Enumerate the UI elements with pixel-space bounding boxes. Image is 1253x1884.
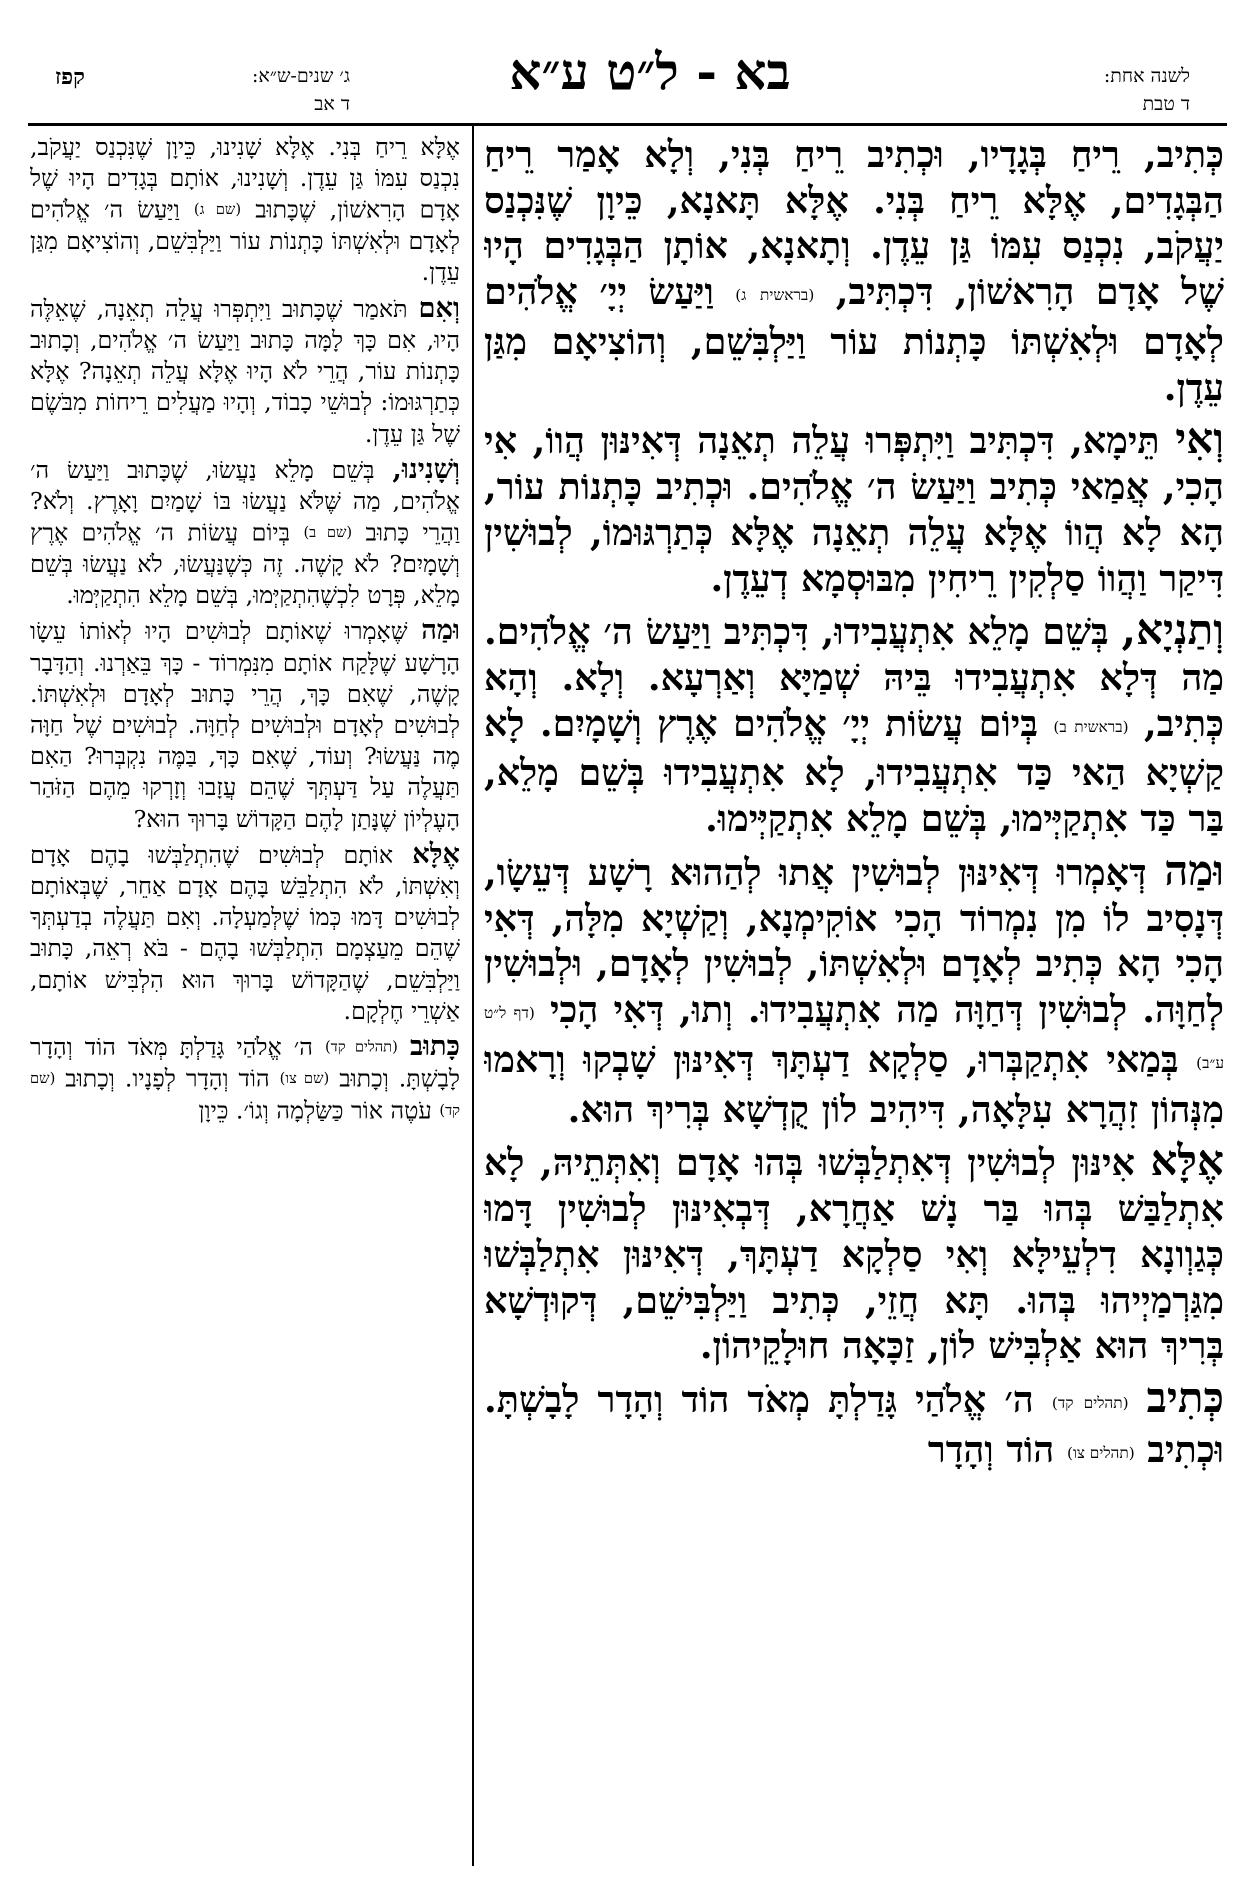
side-paragraph-3: וְשָׁנִינוּ, בְּשֵׁם מָלֵא נַעֲשׂוּ, שֶׁכָּתוּב וַיַּעַשׂ ה׳ אֱלֹהִים, מַה שֶּׁלֹּא נַעֲשׂוּ בּוֹ שָׁמַיִם וָאָרֶץ. וְלֹא? וַהֲרֵי כָּתוּב (שם ב) בְּיוֹם עֲשׂוֹת ה׳ אֱלֹהִים אֶרֶץ וְשָׁמָיִם? לֹא קָשֶׁה. זֶה כְּשֶׁנַּעֲשׂוּ, לֹא נַעֲשׂוּ בְּשֵׁם מָלֵא, פְּרָט לִכְשֶׁהִתְקַיְּמוּ, בְּשֵׁם מָלֵא הִתְקַיְּמוּ. — [30, 452, 460, 610]
paragraph-lead-word: וְשָׁנִינוּ, — [392, 452, 460, 485]
verse-reference: (בראשית ג) — [735, 286, 815, 305]
side-paragraph-2: וְאִם תֹּאמַר שֶׁכָּתוּב וַיִּתְפְּרוּ עֲלֵה תְאֵנָה, שֶׁאֵלֶּה הָיוּ, אִם כָּךְ לָמָּה כָּתוּב וַיַּעַשׂ ה׳ אֱלֹהִים, וְכָתוּב כָּתְנוֹת עוֹר, הֲרֵי לֹא הָיוּ אֶלָּא עֲלֵה תְאֵנָה? אֶלָּא כְּתַרְגּוּמוֹ: לְבוּשֵׁי כָבוֹד, וְהָיוּ מַעֲלִים רֵיחוֹת מִבֹּשֶׂם שֶׁל גַּן עֵדֶן. — [30, 291, 460, 448]
paragraph-lead-word: וְאִי — [1175, 414, 1224, 464]
page-title: בא - ל״ט ע״א — [509, 42, 791, 101]
main-paragraph-4: וּמַה דְּאָמְרוּ דְּאִינּוּן לְבוּשִׁין אֲתוּ לְהַהוּא רָשָׁע דְּעֵשָׂו, דְּנָסִיב לוֹ מִן נִמְרוֹד הָכִי אוֹקִימְנָא, וְקַשְׁיָא מִלָּה, דְּאִי הָכִי הָא כְּתִיב לְאָדָם וּלְאִשְׁתּוֹ, לְבוּשִׁין לְאָדָם, וּלְבוּשִׁין לְחַוָּה. לְבוּשִׁין דְּחַוָּה מַה אִתְעֲבִידוּ. וְתוּ, דְּאִי הָכִי (דף ל״ט ע״ב) בְּמַאי אִתְקַבְּרוּ, סַלְקָא דַעְתָּךְ דְּאִינּוּן שָׁבְקוּ וְרָאמוּ מִנְּהוֹן זִהֲרָא עִלָּאָה, דִּיהִיב לוֹן קֻדְשָׁא בְּרִיךְ הוּא. — [484, 845, 1224, 1131]
main-paragraph-6: כְּתִיב (תהלים קד) ה׳ אֱלֹהַי גָּדַלְתָּ מְאֹד הוֹד וְהָדָר לָבָשְׁתָּ. וּכְתִיב (תהלים צו) הוֹד וְהָדָר — [484, 1372, 1224, 1471]
paragraph-lead-word: וּמַה — [1164, 845, 1224, 895]
paragraph-lead-word: וְתַנְיָא, — [1121, 605, 1224, 655]
three-year-cycle-date: ד אב — [314, 93, 350, 115]
verse-reference: (שם צו) — [279, 1070, 330, 1088]
paragraph-lead-word: וּמַה — [421, 614, 460, 647]
main-paragraph-3: וְתַנְיָא, בְּשֵׁם מָלֵא אִתְעֲבִידוּ, דִּכְתִּיב וַיַּעַשׂ ה׳ אֱלֹהִים. מַה דְּלָא אִתְעֲבִידוּ בֵּיהּ שְׁמַיָּא וְאַרְעָא. וְלָא. וְהָא כְּתִיב, (בראשית ב) בְּיוֹם עֲשׂוֹת יְיָ׳ אֱלֹהִים אֶרֶץ וְשָׁמָיִם. לָא קַשְׁיָא הַאי כַּד אִתְעֲבִידוּ, לָא אִתְעֲבִידוּ בְּשֵׁם מָלֵא, בַּר כַּד אִתְקַיְּימוּ, בְּשֵׁם מָלֵא אִתְקַיְּימוּ. — [484, 605, 1224, 841]
verse-reference: (שם קד) — [30, 1070, 460, 1120]
header-right-schedule — [980, 62, 1190, 118]
hebrew-translation-column — [30, 132, 460, 1872]
column-divider — [472, 126, 474, 1866]
header-divider — [28, 123, 1227, 126]
verse-reference: (תהלים קד) — [324, 1038, 398, 1056]
page-header — [0, 0, 1253, 115]
paragraph-lead-word: כָּתוּב — [409, 1030, 460, 1063]
paragraph-lead-word: אֶלָּא — [1150, 1136, 1224, 1186]
folio-reference: (דף ל״ט ע״ב) — [484, 1004, 1224, 1073]
main-paragraph-1: כְּתִיב, רֵיחַ בְּגָדָיו, וּכְתִיב רֵיחַ בְּנִי, וְלָא אָמַר רֵיחַ הַבְּגָדִים, אֶלָּא רֵיחַ בְּנִי. אֶלָּא תָּאנָא, כֵּיוָן שֶׁנִּכְנַס יַעֲקֹב, נִכְנַס עִמּוֹ גַּן עֵדֶן. וְתָאנָא, אוֹתָן הַבְּגָדִים הָיוּ שֶׁל אָדָם הָרִאשׁוֹן, דִּכְתִּיב, (בראשית ג) וַיַּעַשׂ יְיָ׳ אֱלֹהִים לְאָדָם וּלְאִשְׁתּוֹ כָּתְנוֹת עוֹר וַיַּלְבִּשֵׁם, וְהוֹצִיאָם מִגַּן עֵדֶן. — [484, 133, 1224, 409]
side-paragraph-6: כָּתוּב (תהלים קד) ה׳ אֱלֹהַי גָּדַלְתָּ מְּאֹד הוֹד וְהָדָר לָבָשְׁתָּ. וְכָתוּב (שם צו) הוֹד וְהָדָר לְפָנָיו. וְכָתוּב (שם קד) עֹטֶה אוֹר כַּשַּׂלְמָה וְגוֹ׳. כֵּיוָן — [30, 1030, 460, 1125]
side-paragraph-4: וּמַה שֶּׁאָמְרוּ שֶׁאוֹתָם לְבוּשִׁים הָיוּ לְאוֹתוֹ עֵשָׂו הָרָשָׁע שֶׁלָּקַח אוֹתָם מִנִּמְרוֹד - כָּךְ בֵּאַרְנוּ. וְהַדָּבָר קָשֶׁה, שֶׁאִם כָּךְ, הֲרֵי כָּתוּב לְאָדָם וּלְאִשְׁתּוֹ. לְבוּשִׁים לְאָדָם וּלְבוּשִׁים לְחַוָּה. לְבוּשִׁים שֶׁל חַוָּה מֶה נַּעֲשׂוּ? וְעוֹד, שֶׁאִם כָּךְ, בַּמֶּה נִקְבְּרוּ? הַאִם תַּעֲלֶה עַל דַּעְתְּךָ שֶׁהֵם עֲזָבוּ וְזָרְקוּ מֵהֶם הַזֹּהַר הָעֶלְיוֹן שֶׁנָּתַן לָהֶם הַקָּדוֹשׁ בָּרוּךְ הוּא? — [30, 614, 460, 833]
page-number: קפז — [55, 64, 85, 90]
one-year-cycle-date: ד טבת — [1142, 93, 1190, 115]
verse-reference: (תהלים קד) — [1051, 1394, 1129, 1413]
verse-reference: (תהלים צו) — [1066, 1444, 1135, 1463]
side-paragraph-5: אֶלָּא אוֹתָם לְבוּשִׁים שֶׁהִתְלַבְּשׁוּ בָהֶם אָדָם וְאִשְׁתּוֹ, לֹא הִתְלַבֵּשׁ בָּהֶם אָדָם אַחֵר, שֶׁבְּאוֹתָם לְבוּשִׁים דָּמוּ כְּמוֹ שֶׁלְּמַעְלָה. וְאִם תַּעֲלֶה בְדַעְתְּךָ שֶׁהֵם מֵעַצְמָם הִתְלַבְּשׁוּ בָהֶם - בֹּא רְאֵה, כָּתוּב וַיַּלְבִּשֵׁם, שֶׁהַקָּדוֹשׁ בָּרוּךְ הוּא הִלְבִּישׁ אוֹתָם, אַשְׁרֵי חֶלְקָם. — [30, 837, 460, 1025]
one-year-cycle-label: לשנה אחת: — [1103, 65, 1190, 87]
paragraph-lead-word: וְאִם — [418, 291, 460, 324]
verse-reference: (בראשית ב) — [1053, 717, 1129, 736]
main-paragraph-2: וְאִי תֵּימָא, דִּכְתִּיב וַיִּתְפְּרוּ עֲלֵה תְאֵנָה דְּאִינּוּן הֲווֹ, אִי הָכִי, אֲמַאי כְּתִיב וַיַּעַשׂ ה׳ אֱלֹהִים. וּכְתִיב כָּתְנוֹת עוֹר, הָא לָא הֲווֹ אֶלָּא עֲלֵה תְאֵנָה אֶלָּא כְּתַרְגּוּמוֹ, לְבוּשִׁין דִּיקַר וַהֲווֹ סַלְקִין רֵיחִין מִבּוּסְמָא דְעֵדֶן. — [484, 414, 1224, 600]
paragraph-lead-word: אֶלָּא — [412, 837, 460, 870]
main-paragraph-5: אֶלָּא אִינּוּן לְבוּשִׁין דְּאִתְלַבְּשׁוּ בְּהוּ אָדָם וְאִתְּתֵיהּ, לָא אִתְלַבַּשׁ בְּהוּ בַּר נָשׁ אַחֲרָא, דְּבְאִינּוּן לְבוּשִׁין דָּמוּ כְּגַוְונָא דִלְעֵילָּא וְאִי סַלְקָא דַעְתָּךְ, דְּאִינּוּן אִתְלַבְּשׁוּ מִגַּרְמַיְיהוּ בְּהוּ. תָּא חֲזֵי, כְּתִיב וַיַּלְבִּישֵׁם, דְּקוּדְשָׁא בְּרִיךְ הוּא אַלְבִּישׁ לוֹן, זַכָּאָה חוּלָקֵיהוֹן. — [484, 1136, 1224, 1368]
header-left-schedule — [140, 62, 350, 118]
aramaic-text-column — [484, 132, 1224, 1872]
three-year-cycle-label: ג׳ שנים-ש״א: — [251, 65, 350, 87]
verse-reference: (שם ב) — [303, 524, 353, 542]
verse-reference: (שם ג) — [193, 201, 242, 219]
side-paragraph-1: אֶלָּא רֵיחַ בְּנִי. אֶלָּא שָׁנִינוּ, כֵּיוָן שֶׁנִּכְנַס יַעֲקֹב, נִכְנַס עִמּוֹ גַּן עֵדֶן. וְשָׁנִינוּ, אוֹתָם בְּגָדִים הָיוּ שֶׁל אָדָם הָרִאשׁוֹן, שֶׁכָּתוּב (שם ג) וַיַּעַשׂ ה׳ אֱלֹהִים לְאָדָם וּלְאִשְׁתּוֹ כָּתְנוֹת עוֹר וַיַּלְבִּשֵׁם, וְהוֹצִיאָם מִגַּן עֵדֶן. — [30, 133, 460, 287]
paragraph-lead-word: כְּתִיב — [1146, 1372, 1224, 1422]
